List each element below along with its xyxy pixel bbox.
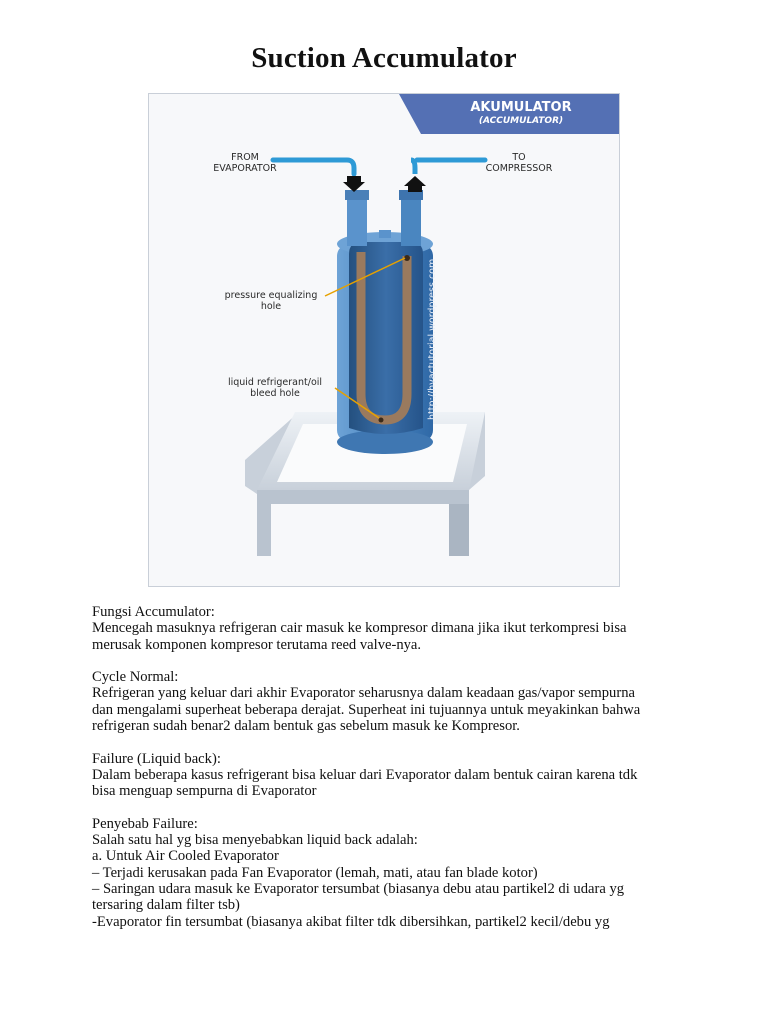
label-to-compressor: TO COMPRESSOR xyxy=(485,152,553,174)
text-line: a. Untuk Air Cooled Evaporator xyxy=(92,848,279,865)
accumulator-tank xyxy=(337,190,433,454)
text-line: Salah satu hal yg bisa menyebabkan liquid back adalah: xyxy=(92,832,418,849)
flow-pipes xyxy=(273,160,485,174)
text-line: Refrigeran yang keluar dari akhir Evaporator seharusnya dalam keadaan gas/vapor sempurna xyxy=(92,685,635,702)
label-pressure-equalizing-hole: pressure equalizing hole xyxy=(224,290,318,312)
section-failure xyxy=(92,751,684,800)
text-line: Failure (Liquid back): xyxy=(92,750,221,767)
text-line: merusak komponen kompresor terutama reed valve-nya. xyxy=(92,636,422,653)
page-title: Suction Accumulator xyxy=(251,42,517,74)
text-line: dan mengalami superheat beberapa derajat. Superheat ini tujuannya untuk meyakinkan bahwa xyxy=(92,701,641,718)
text-line: Fungsi Accumulator: xyxy=(92,604,215,620)
watermark-url: http://hvactutorial.wordpress.com xyxy=(427,258,438,420)
arrow-up-icon xyxy=(404,176,426,192)
section-fungsi xyxy=(92,604,684,653)
text-line: tersaring dalam filter tsb) xyxy=(92,897,240,914)
text-line: Cycle Normal: xyxy=(92,669,179,686)
text-line: Dalam beberapa kasus refrigerant bisa keluar dari Evaporator dalam bentuk cairan karena tdk xyxy=(92,766,638,783)
text-line: – Saringan udara masuk ke Evaporator tersumbat (biasanya debu atau partikel2 di udara yg xyxy=(92,881,625,898)
label-from-evaporator: FROM EVAPORATOR xyxy=(213,152,277,174)
text-line: Penyebab Failure: xyxy=(92,815,198,832)
text-line: refrigeran sudah benar2 dalam bentuk gas sebelum masuk ke Kompresor. xyxy=(92,718,520,735)
section-cycle-normal xyxy=(92,669,684,734)
body-text xyxy=(92,604,684,946)
text-line: bisa menguap sempurna di Evaporator xyxy=(92,783,317,800)
arrow-down-icon xyxy=(343,176,365,192)
flow-arrows xyxy=(343,176,426,192)
banner-subtitle: (ACCUMULATOR) xyxy=(478,116,564,126)
section-penyebab-failure xyxy=(92,816,684,930)
accumulator-figure xyxy=(148,93,620,587)
label-bleed-hole: liquid refrigerant/oil bleed hole xyxy=(227,377,323,399)
text-line: Mencegah masuknya refrigeran cair masuk ke kompresor dimana jika ikut terkompresi bisa xyxy=(92,620,627,637)
text-line: -Evaporator fin tersumbat (biasanya akibat filter tdk dibersihkan, partikel2 kecil/debu yg xyxy=(92,913,610,930)
text-line: – Terjadi kerusakan pada Fan Evaporator (lemah, mati, atau fan blade kotor) xyxy=(92,864,538,881)
banner-title: AKUMULATOR xyxy=(470,100,572,115)
